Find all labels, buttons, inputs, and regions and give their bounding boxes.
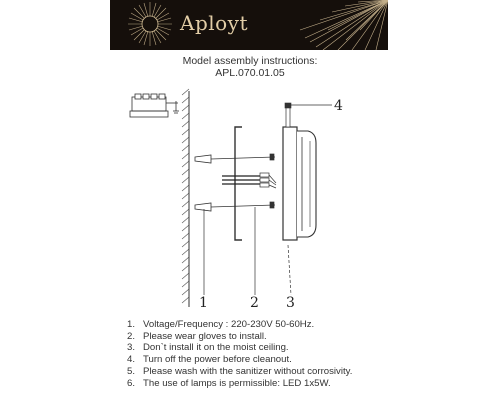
sun-rays-decoration <box>110 0 388 50</box>
instructions-list <box>127 319 352 389</box>
callout-1: 1 <box>199 295 208 310</box>
callout-2: 2 <box>250 295 259 310</box>
supply-wires <box>222 176 260 184</box>
instruction-item: 3. Don`t install it on the moist ceiling. <box>127 342 289 354</box>
instruction-item: 4. Turn off the power before cleanout. <box>127 354 292 366</box>
assembly-diagram <box>110 85 380 310</box>
terminal-block <box>130 94 179 117</box>
terminal-connectors <box>260 173 276 188</box>
instruction-item: 5. Please wash with the sanitizer without corrosivity. <box>127 365 353 377</box>
wall-dowels <box>195 155 211 211</box>
brand-banner <box>110 0 388 50</box>
callout-4: 4 <box>334 98 343 114</box>
model-number: APL.070.01.05 <box>215 67 285 79</box>
instruction-item: 6. The use of lamps is permissible: LED 1x5W. <box>127 377 331 389</box>
lamp-body <box>283 103 316 240</box>
wall <box>182 89 189 307</box>
document-title: Model assembly instructions: <box>182 55 318 67</box>
instruction-item: 1. Voltage/Frequency : 220-230V 50-60Hz. <box>127 319 315 330</box>
instruction-item: 2. Please wear gloves to install. <box>127 330 267 342</box>
callout-3: 3 <box>286 295 295 310</box>
brand-logo: Aployt <box>180 11 249 35</box>
